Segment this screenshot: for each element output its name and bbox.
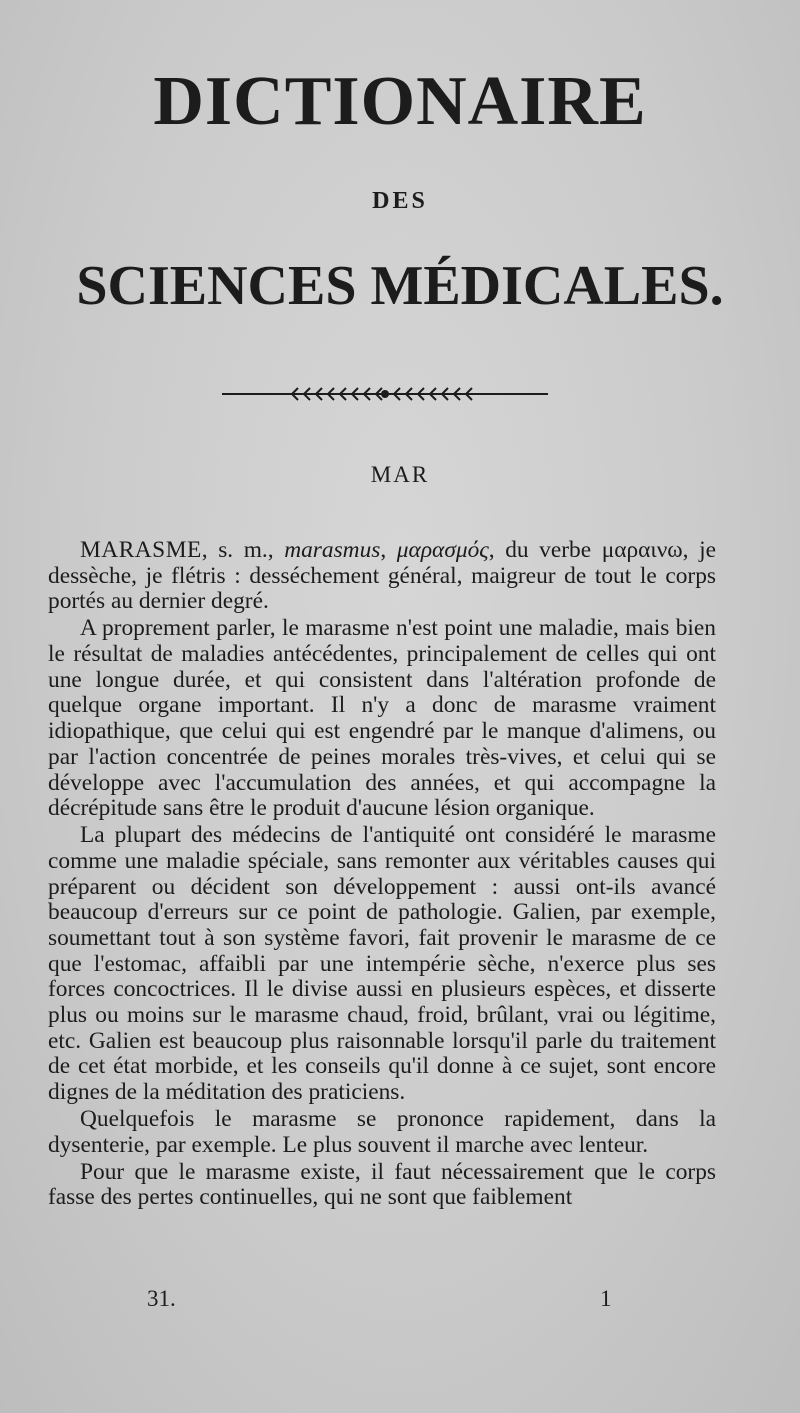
section-heading: MAR [370, 462, 430, 487]
paragraph-4: Quelquefois le marasme se prononce rapidement, dans la dysenterie, par exemple. Le plus souvent il marche avec lenteur. [48, 1106, 716, 1158]
article-body [48, 538, 716, 1212]
signature-mark: 1 [600, 1286, 612, 1311]
paragraph-1-text: , du verbe μαραινω, je dessèche, je flétris : desséchement général, maigreur de tout le corps portés au dernier degré. [48, 537, 716, 615]
paragraph-5: Pour que le marasme existe, il faut nécessairement que le corps fasse des pertes continuelles, qui ne sont que faiblement [48, 1158, 716, 1211]
headword: MARASME [80, 537, 202, 563]
latin-term: marasmus [284, 537, 381, 563]
paragraph-1 [48, 538, 716, 615]
title-line-1: DICTIONAIRE [153, 63, 647, 140]
paragraph-2: A proprement parler, le marasme n'est point une maladie, mais bien le résultat de maladies antécédentes, principalement de celles qui ont une longue durée, et qui consistent dans l'altération profonde de quelque organe important. Il n'y a donc de marasme vraiment idiopathique, que celui qui est engendré par le manque d'alimens, ou par l'action concentrée de peines morales très-vives, et celui qui se développe avec l'accumulation des années, et qui accompagne la décrépitude sans être le produit d'aucune lésion organique. [48, 615, 716, 822]
ornamental-rule-icon [222, 380, 548, 408]
separator: , [380, 537, 397, 563]
page-number: 31. [147, 1286, 176, 1311]
title-line-3: SCIENCES MÉDICALES. [76, 255, 724, 317]
title-line-2: DES [372, 188, 428, 214]
paragraph-3: La plupart des médecins de l'antiquité ont considéré le marasme comme une maladie spéciale, sans remonter aux véritables causes qui préparent ou décident son développement : aussi ont-ils avancé beaucoup d'erreurs sur ce point de pathologie. Galien, par exemple, soumettant tout à son système favori, fait provenir le marasme de ce que l'estomac, affaibli par une intempérie sèche, n'exerce plus ses forces concoctrices. Il le divise aussi en plusieurs espèces, et disserte plus ou moins sur le marasme chaud, froid, brûlant, vrai ou légitime, etc. Galien est beaucoup plus raisonnable lorsqu'il parle du traitement de cet état morbide, et les conseils qu'il donne à ce sujet, sont encore dignes de la méditation des praticiens. [48, 822, 716, 1106]
greek-term: μαρασμός [396, 537, 489, 563]
grammar-note: , s. m., [201, 537, 285, 563]
